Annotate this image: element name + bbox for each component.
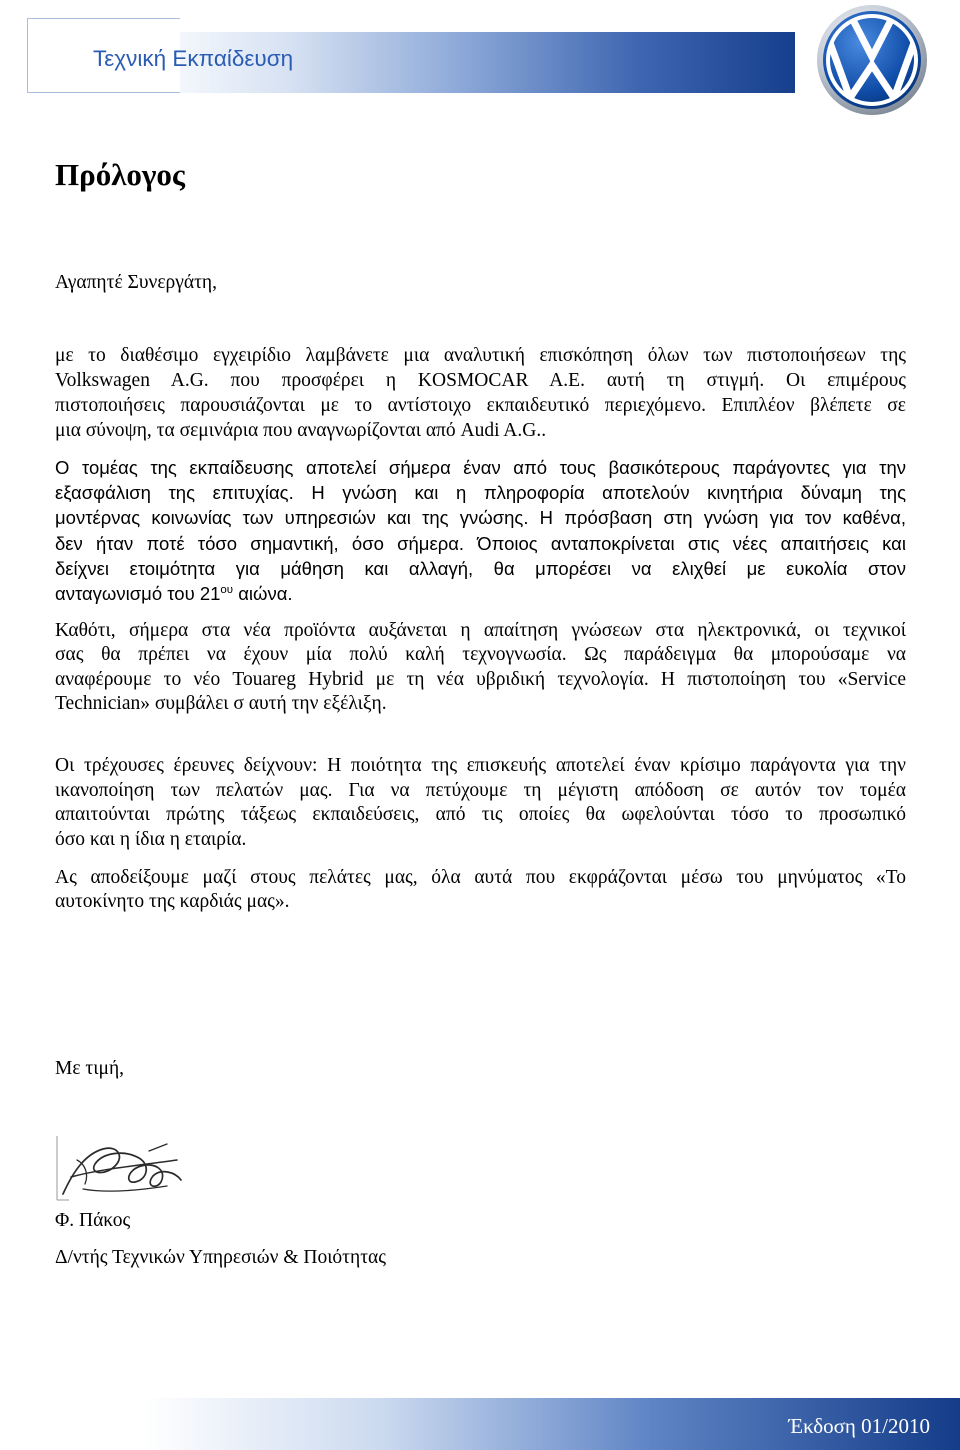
line-text: ικανοποίηση των πελατών μας. Για να πετύχουμε τη μέγιστη απόδοση σε αυτόν τον τομέα — [55, 779, 906, 801]
line-text: Οι τρέχουσες έρευνες δείχνουν: Η ποιότητα της επισκευής αποτελεί έναν κρίσιμο παράγοντα για την — [55, 755, 906, 776]
paragraph-line — [55, 393, 906, 418]
salutation: Αγαπητέ Συνεργάτη, — [55, 272, 217, 293]
line-text-after: αιώνα. — [233, 582, 293, 604]
line-text: Καθότι, σήμερα στα νέα προϊόντα αυξάνεται η απαίτηση γνώσεων στα ηλεκτρονικά, οι τεχνικοί — [55, 620, 906, 641]
paragraph-line — [55, 643, 906, 667]
line-text: Technician» συμβάλει σ αυτή την εξέλιξη. — [55, 693, 387, 715]
line-text: μια σύνοψη, τα σεμινάρια που αναγνωρίζονται από Audi A.G.. — [55, 420, 547, 441]
paragraph-line — [55, 779, 906, 804]
paragraph-line — [55, 505, 906, 530]
paragraph-5 — [55, 866, 906, 914]
paragraph-line — [55, 754, 906, 779]
line-text: Ο τομέας της εκπαίδευσης αποτελεί σήμερα έναν από τους βασικότερους παράγοντες για την — [55, 457, 906, 478]
paragraph-line — [55, 668, 906, 692]
paragraph-line — [55, 531, 906, 556]
line-text-before: ανταγωνισμό του 21 — [55, 582, 221, 604]
vw-logo — [816, 4, 928, 116]
paragraph-line — [55, 828, 906, 853]
paragraph-1 — [55, 343, 906, 443]
line-text: Ας αποδείξουμε μαζί στους πελάτες μας, όλα αυτά που εκφράζονται μέσω του μηνύματος «Το — [55, 867, 906, 888]
paragraph-line — [55, 480, 906, 505]
paragraph-line — [55, 418, 906, 443]
line-text: δεν ήταν ποτέ τόσο σημαντική, όσο σήμερα. Όποιος ανταποκρίνεται στις νέες απαιτήσεις και — [55, 532, 906, 554]
paragraph-line — [55, 556, 906, 581]
paragraph-line — [55, 619, 906, 643]
line-text: μοντέρνας κοινωνίας των υπηρεσιών και της γνώσης. Η πρόσβαση στη γνώση για τον καθένα, — [55, 507, 906, 529]
paragraph-line — [55, 581, 906, 606]
line-text: αναφέρουμε το νέο Touareg Hybrid με τη νέα υβριδική τεχνολογία. Η πιστοποίηση του «Service — [55, 668, 906, 690]
line-text: σας θα πρέπει να έχουν μία πολύ καλή τεχνογνωσία. Ως παράδειγμα θα μπορούσαμε να — [55, 644, 906, 666]
paragraph-line — [55, 803, 906, 828]
signer-name: Φ. Πάκος — [55, 1210, 131, 1231]
paragraph-line — [55, 368, 906, 393]
line-text: πιστοποιήσεις παρουσιάζονται με το αντίστοιχο εκπαιδευτικό περιεχόμενο. Επιπλέον βλέπετε σε — [55, 395, 906, 416]
line-text: εξασφάλιση της επιτυχίας. Η γνώση και η πληροφορία αποτελούν κινητήρια δύναμη της — [55, 482, 906, 504]
line-text: όσο και η ίδια η εταιρία. — [55, 829, 247, 851]
edition-label: Έκδοση 01/2010 — [788, 1414, 930, 1438]
paragraph-line — [55, 343, 906, 368]
handwritten-signature — [55, 1130, 185, 1210]
header-title: Τεχνική Εκπαίδευση — [93, 46, 294, 71]
signer-title: Δ/ντής Τεχνικών Υπηρεσιών & Ποιότητας — [55, 1247, 386, 1268]
line-text: αυτοκίνητο της καρδιάς μας». — [55, 891, 290, 912]
line-text: με το διαθέσιμο εγχειρίδιο λαμβάνετε μια αναλυτική επισκόπηση όλων των πιστοποιήσεων της — [55, 345, 906, 366]
paragraph-4 — [55, 754, 906, 853]
paragraph-line — [55, 890, 906, 914]
paragraph-3 — [55, 619, 906, 717]
paragraph-2 — [55, 455, 906, 606]
line-text: απαιτούνται πρώτης τάξεως εκπαιδεύσεις, από τις οποίες θα ωφελούνται τόσο το προσωπικό — [55, 804, 906, 826]
signature-stroke — [77, 1144, 167, 1184]
ordinal-superscript: ου — [220, 583, 234, 596]
line-text: Volkswagen A.G. που προσφέρει η KOSMOCAR A.E. αυτή τη στιγμή. Οι επιμέρους — [55, 370, 906, 391]
paragraph-line — [55, 866, 906, 890]
closing: Με τιμή, — [55, 1058, 125, 1079]
paragraph-line — [55, 692, 906, 716]
signature-frame-mark — [57, 1136, 69, 1200]
line-text: δείχνει ετοιμότητα για μάθηση και αλλαγή, θα μπορέσει να ελιχθεί με ευκολία στον — [55, 557, 906, 579]
paragraph-line — [55, 455, 906, 480]
page-title: Πρόλογος — [55, 157, 186, 192]
